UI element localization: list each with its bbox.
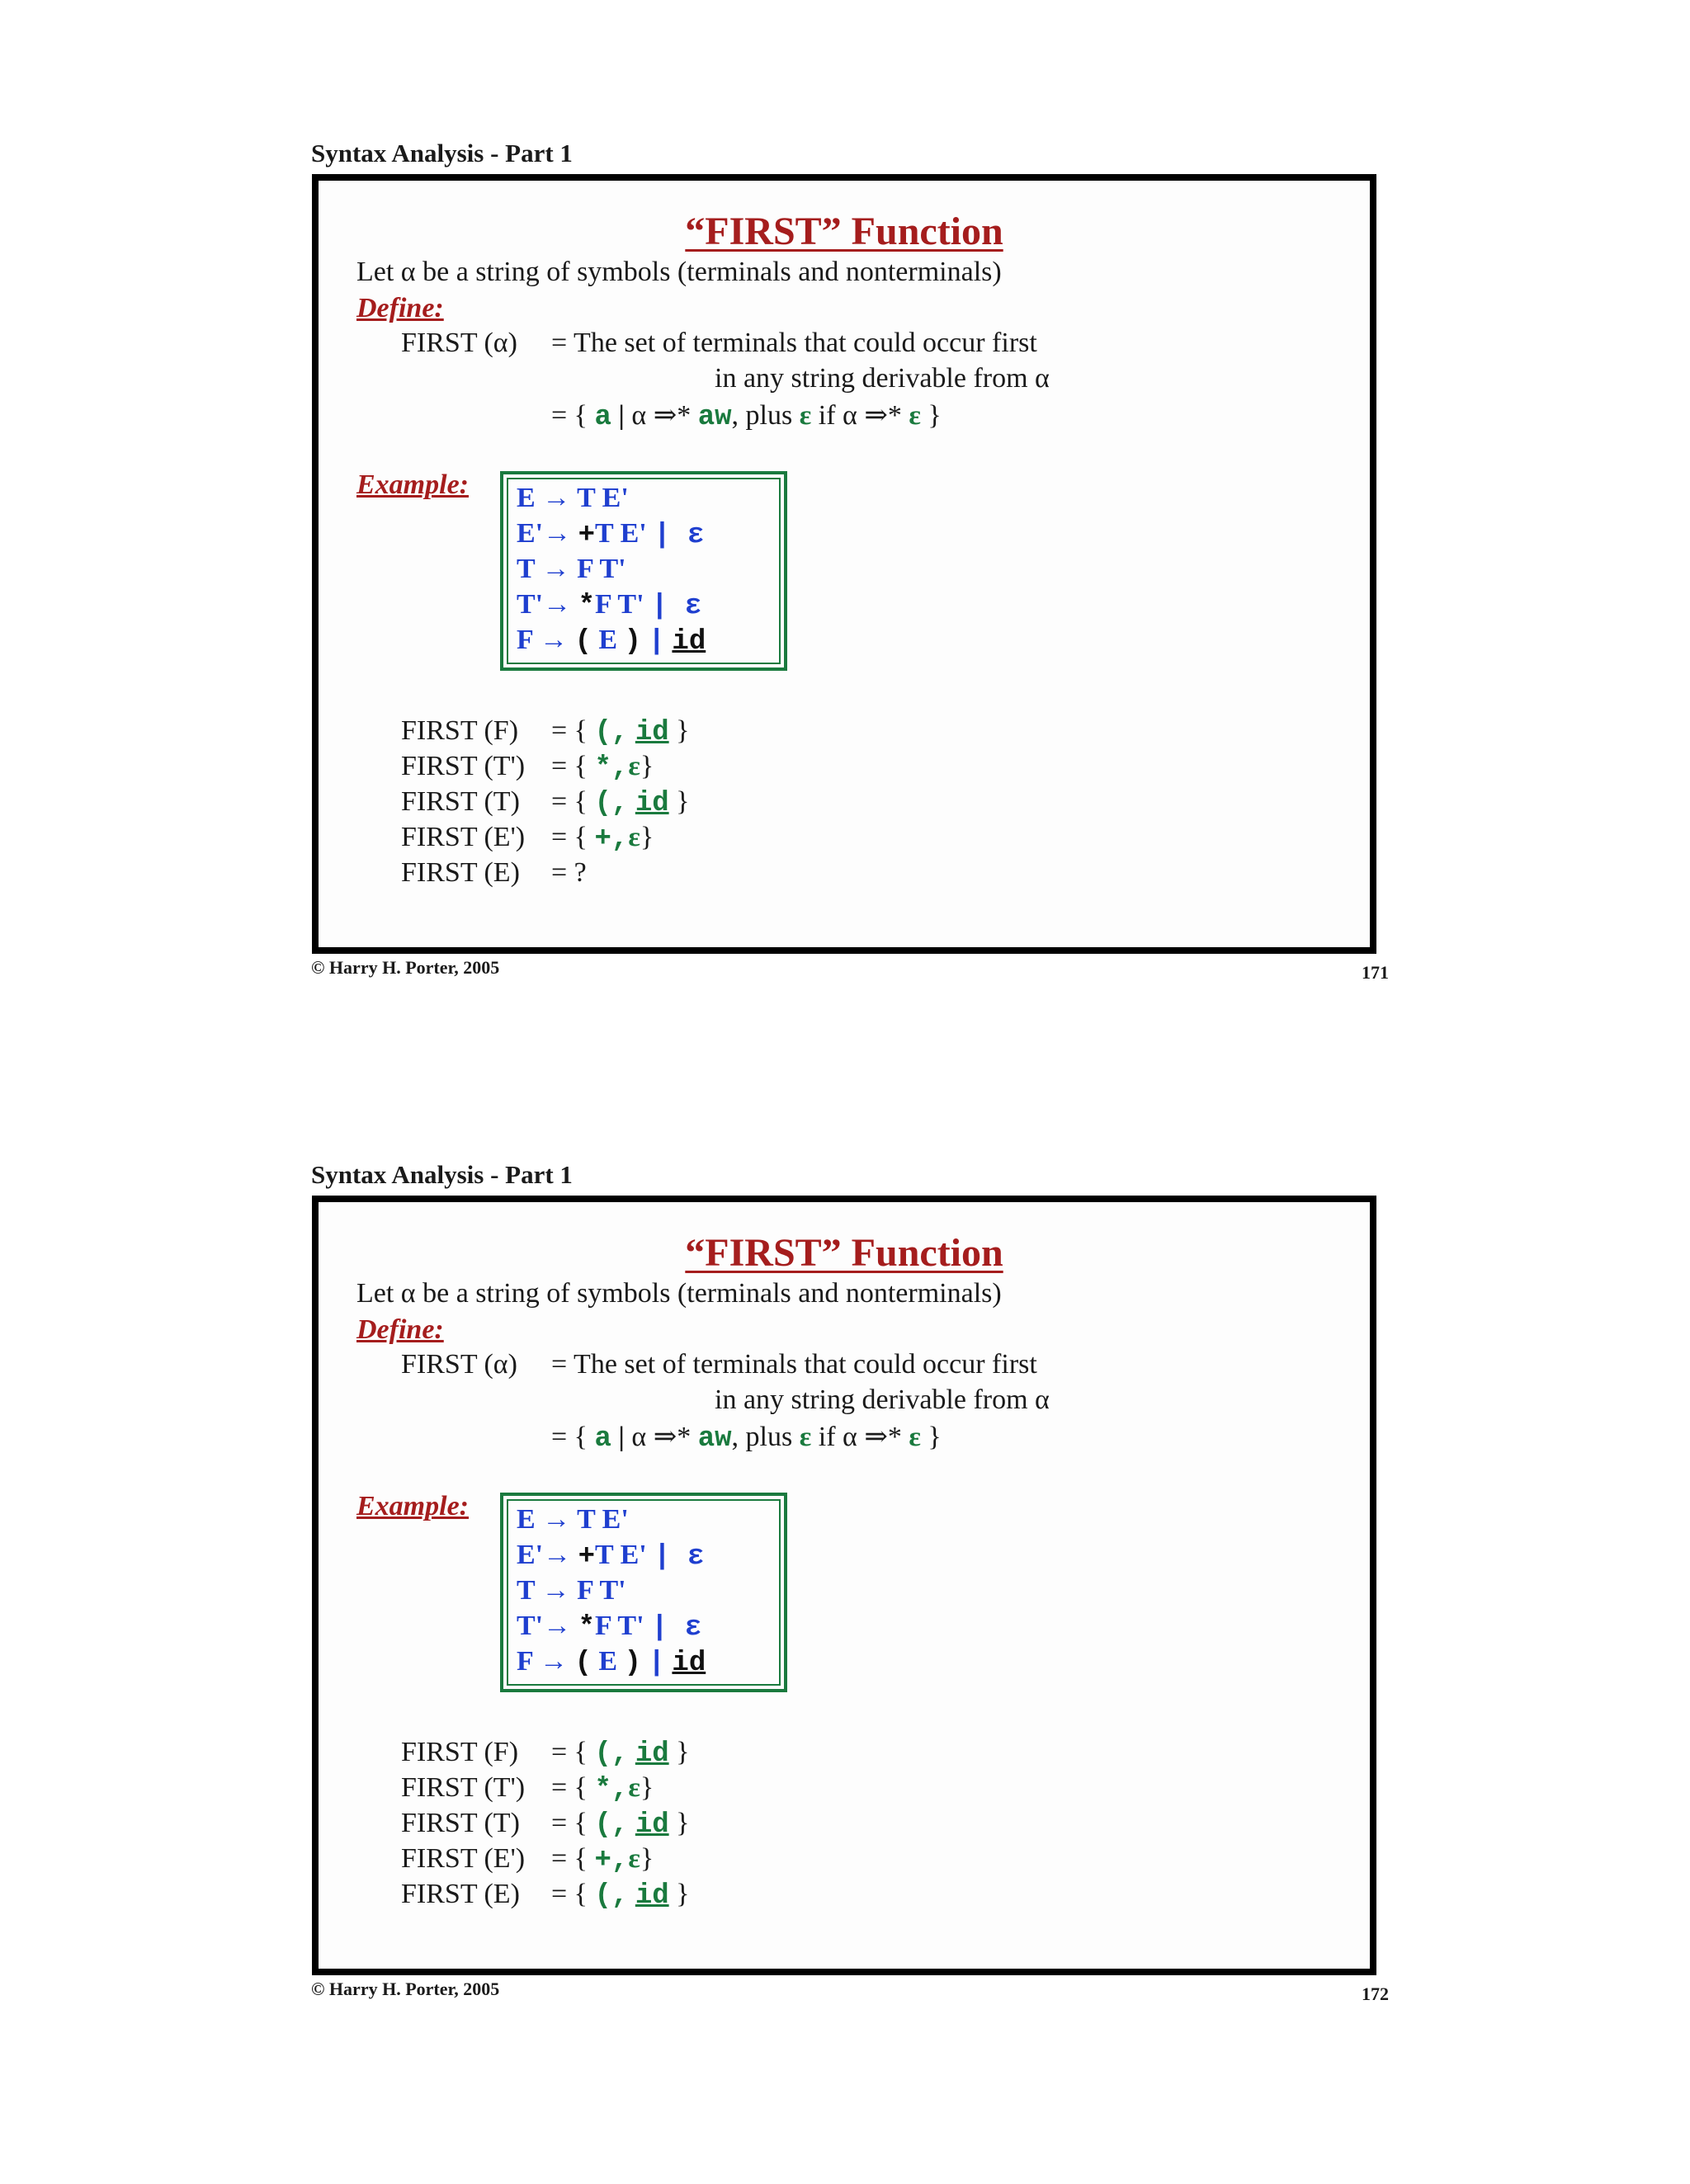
grammar-box <box>500 471 787 671</box>
grammar-rule: E → T E' <box>517 483 629 513</box>
intro-text: Let α be a string of symbols (terminals and nonterminals) <box>356 1278 1002 1309</box>
page-172 <box>0 1021 1690 2045</box>
first-value: = ? <box>551 857 587 888</box>
page-header: Syntax Analysis - Part 1 <box>311 1160 573 1189</box>
first-value: = { (, id } <box>551 786 690 819</box>
grammar-rule: F → ( E ) | id <box>517 1646 706 1679</box>
grammar-rule: T → F T' <box>517 554 626 584</box>
def-lhs: FIRST (α) <box>401 328 517 358</box>
def-line-1: = The set of terminals that could occur first <box>551 328 1037 358</box>
first-row: FIRST (E) <box>401 857 520 888</box>
example-label: Example: <box>356 469 469 500</box>
def-lhs: FIRST (α) <box>401 1349 517 1380</box>
example-label: Example: <box>356 1491 469 1521</box>
first-row: FIRST (T') <box>401 751 526 781</box>
first-value: = { (, id } <box>551 1808 690 1841</box>
intro-text: Let α be a string of symbols (terminals and nonterminals) <box>356 257 1002 287</box>
first-row: FIRST (E') <box>401 1843 526 1874</box>
first-value: = { *,ε} <box>551 751 654 784</box>
grammar-rule: T → F T' <box>517 1575 626 1606</box>
first-value: = { +,ε} <box>551 1843 654 1876</box>
grammar-rule: E'→ +T E' | ε <box>517 518 705 551</box>
slide-title: “FIRST” Function <box>685 210 1003 253</box>
grammar-rule: T'→ *F T' | ε <box>517 1611 702 1644</box>
slide-frame <box>312 1196 1376 1975</box>
grammar-box <box>500 1493 787 1692</box>
grammar-rule: F → ( E ) | id <box>517 625 706 658</box>
page-header: Syntax Analysis - Part 1 <box>311 139 573 167</box>
def-line-3: = { a | α ⇒* aw, plus ε if α ⇒* ε } <box>551 400 942 433</box>
first-value: = { *,ε} <box>551 1772 654 1805</box>
slide-title: “FIRST” Function <box>685 1231 1003 1275</box>
first-row: FIRST (T') <box>401 1772 526 1803</box>
def-line-2: in any string derivable from α <box>715 363 1050 394</box>
define-label: Define: <box>356 1314 444 1345</box>
first-row: FIRST (T) <box>401 786 520 817</box>
first-row: FIRST (F) <box>401 715 519 746</box>
def-line-1: = The set of terminals that could occur first <box>551 1349 1037 1380</box>
page-number: 172 <box>1362 1984 1389 2004</box>
first-row: FIRST (T) <box>401 1808 520 1838</box>
first-row: FIRST (F) <box>401 1737 519 1767</box>
grammar-rule: E → T E' <box>517 1504 629 1535</box>
copyright: © Harry H. Porter, 2005 <box>311 957 500 978</box>
slide-frame <box>312 174 1376 954</box>
grammar-rule: E'→ +T E' | ε <box>517 1540 705 1573</box>
define-label: Define: <box>356 293 444 323</box>
def-line-3: = { a | α ⇒* aw, plus ε if α ⇒* ε } <box>551 1422 942 1455</box>
grammar-rule: T'→ *F T' | ε <box>517 589 702 622</box>
page-171 <box>0 0 1690 1023</box>
first-value: = { (, id } <box>551 1737 690 1770</box>
def-line-2: in any string derivable from α <box>715 1384 1050 1415</box>
page-number: 171 <box>1362 962 1389 983</box>
first-value: = { (, id } <box>551 1879 690 1912</box>
first-value: = { +,ε} <box>551 822 654 855</box>
first-value: = { (, id } <box>551 715 690 748</box>
first-row: FIRST (E') <box>401 822 526 852</box>
copyright: © Harry H. Porter, 2005 <box>311 1979 500 1999</box>
first-row: FIRST (E) <box>401 1879 520 1909</box>
